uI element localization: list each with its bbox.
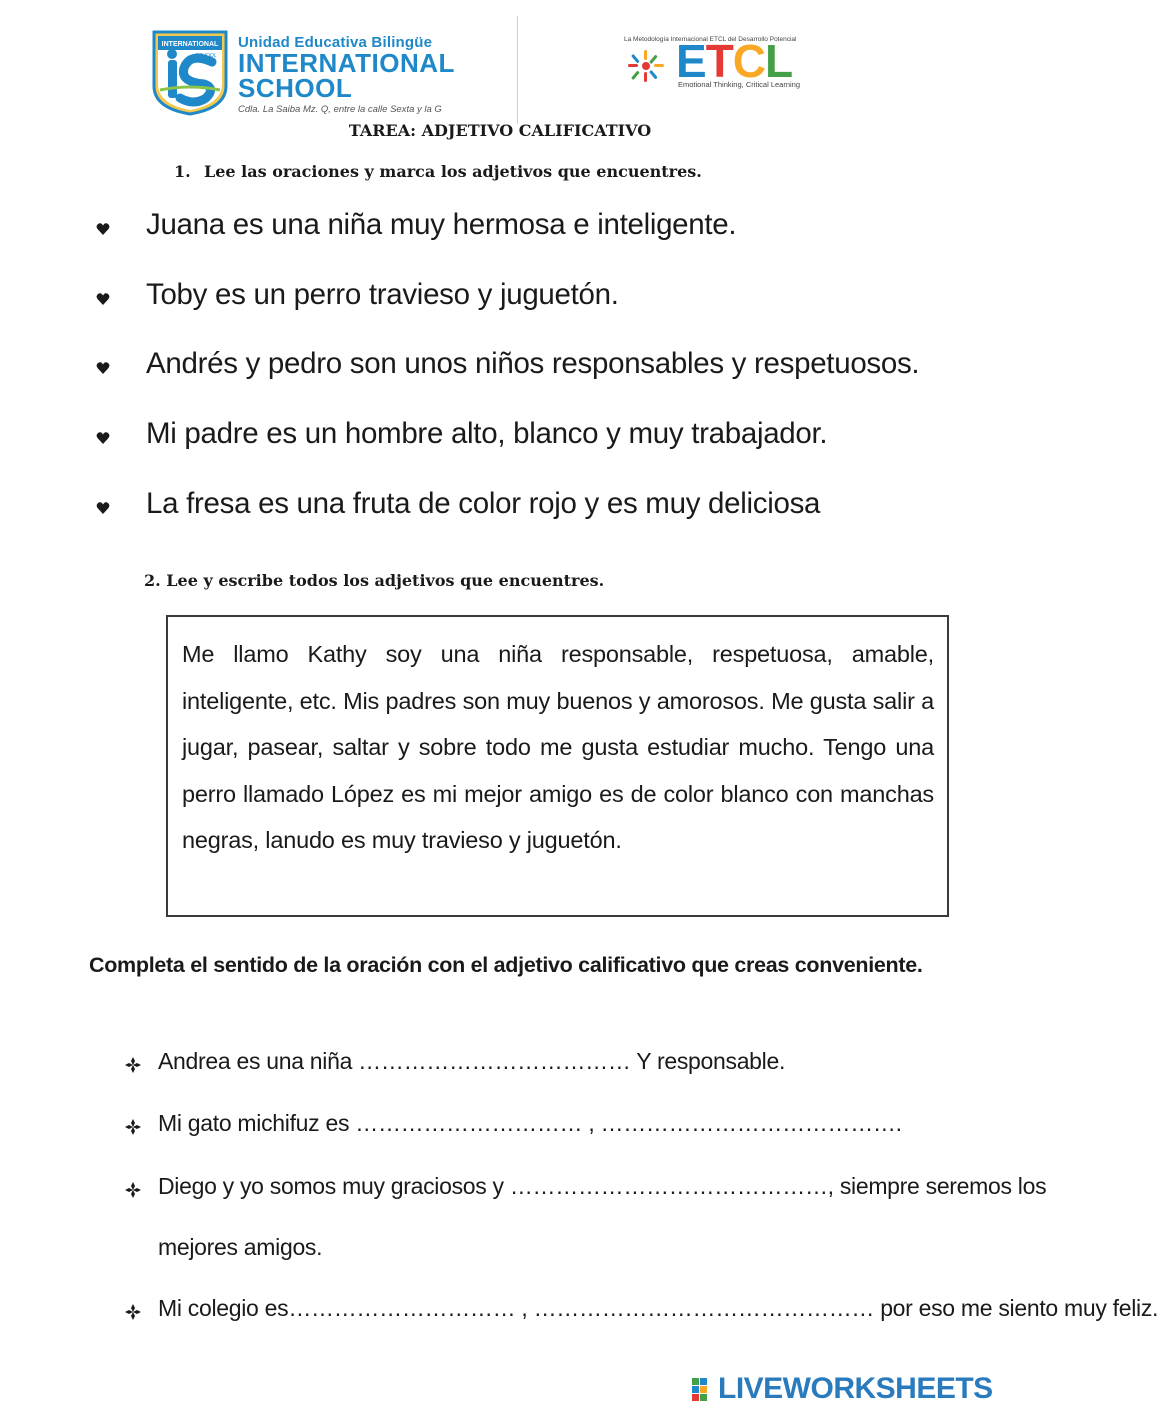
heart-icon xyxy=(96,222,110,236)
reading-box xyxy=(166,615,949,917)
school-name-line2: SCHOOL xyxy=(238,73,353,103)
logo-badge-text: INTERNATIONAL xyxy=(161,41,219,48)
section1-instruction-text: Lee las oraciones y marca los adjetivos que encuentres. xyxy=(204,162,702,181)
section1-number: 1. xyxy=(174,162,191,181)
sentence-text: La fresa es una fruta de color rojo y es muy deliciosa xyxy=(146,487,821,520)
section1-instruction xyxy=(174,162,702,181)
sentence-text: Toby es un perro travieso y juguetón. xyxy=(146,278,619,311)
section2-instruction: 2. Lee y escribe todos los adjetivos que encuentres. xyxy=(144,571,605,590)
fill-in-sentence: Diego y yo somos muy graciosos y ……………………………………, siempre seremos los xyxy=(158,1173,1047,1199)
page-title: TAREA: ADJETIVO CALIFICATIVO xyxy=(348,121,652,140)
school-name-line1: INTERNATIONAL xyxy=(238,48,455,78)
etcl-letter-c: C xyxy=(732,35,766,87)
etcl-hands-icon xyxy=(626,46,674,82)
diamond-icon xyxy=(124,1118,142,1136)
logo-badge-sub: SCHOOL xyxy=(195,53,217,59)
diamond-icon xyxy=(124,1181,142,1199)
fill-in-sentence: Mi gato michifuz es ………………………… , …………………………………. xyxy=(158,1110,902,1136)
liveworksheets-brand: LIVEWORKSHEETS xyxy=(718,1372,993,1405)
etcl-tagline: Emotional Thinking, Critical Learning xyxy=(678,80,801,89)
fill-in-sentence-continuation: mejores amigos. xyxy=(158,1234,323,1260)
heart-icon xyxy=(96,431,110,445)
heart-icon xyxy=(96,501,110,515)
sentence-text: Andrés y pedro son unos niños responsables y respetuosos. xyxy=(146,347,920,380)
etcl-letter-t: T xyxy=(705,35,733,87)
etcl-letter-e: E xyxy=(676,35,706,87)
diamond-icon xyxy=(124,1303,142,1321)
sentence-text: Juana es una niña muy hermosa e inteligente. xyxy=(146,208,737,241)
etcl-small-text: La Metodología Internacional ETCL del Desarrollo Potencial xyxy=(624,36,797,43)
section3-instruction: Completa el sentido de la oración con el adjetivo calificativo que creas conveniente. xyxy=(89,953,923,977)
fill-in-sentence: Andrea es una niña ……………………………… Y responsable. xyxy=(158,1048,786,1074)
liveworksheets-grid-icon xyxy=(692,1378,716,1402)
reading-paragraph: Me llamo Kathy soy una niña responsable, respetuosa, amable, inteligente, etc. Mis padres son muy buenos y amorosos. Me gusta salir a jugar, pasear, saltar y sobre todo me gusta estudiar mucho. Tengo una perro llamado López es mi mejor amigo es de color blanco con manchas negras, lanudo es muy travieso y juguetón. xyxy=(182,641,934,853)
diamond-icon xyxy=(124,1056,142,1074)
etcl-letter-l: L xyxy=(765,35,793,87)
heart-icon xyxy=(96,292,110,306)
school-header-text xyxy=(238,34,455,115)
school-subtitle: Unidad Educativa Bilingüe xyxy=(238,34,433,51)
school-logo-icon xyxy=(150,28,230,116)
school-address: Cdla. La Saiba Mz. Q, entre la calle Sexta y la G xyxy=(238,104,442,115)
sentence-text: Mi padre es un hombre alto, blanco y muy trabajador. xyxy=(146,417,828,450)
header-divider xyxy=(517,16,518,124)
etcl-logo-word xyxy=(676,36,792,86)
fill-in-sentence: Mi colegio es………………………… , ……………………………………… por eso me siento muy feliz. xyxy=(158,1295,1158,1321)
heart-icon xyxy=(96,361,110,375)
